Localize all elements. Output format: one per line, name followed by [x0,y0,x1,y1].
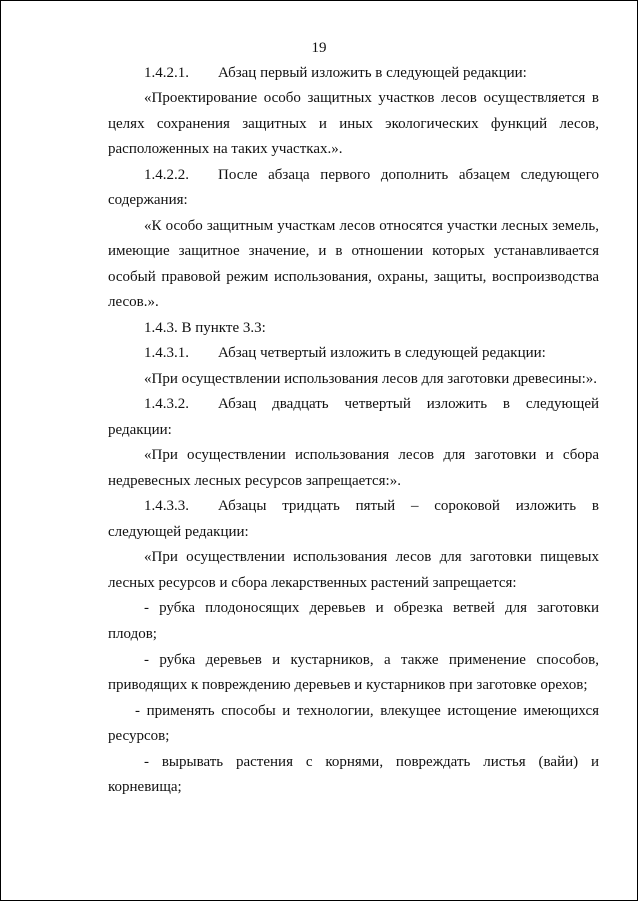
clause-text: Абзацы тридцать пятый – сороковой изложить в [218,498,599,514]
page-number: 19 [311,40,327,56]
clause-text: Абзац четвертый изложить в следующей редакции: [218,345,546,361]
paragraph-line: расположенных на таких участках.». [108,141,343,157]
clause-number: 1.4.3.2. [144,396,189,412]
list-item-line: - вырывать растения с корнями, повреждать листья (вайи) и [144,754,599,770]
paragraph-line: «При осуществлении использования лесов для заготовки пищевых [144,549,599,565]
paragraph-line: редакции: [108,422,172,438]
clause-number: 1.4.2.1. [144,65,189,81]
clause-text: Абзац двадцать четвертый изложить в следующей [218,396,599,412]
clause-1-4-3-1 [144,344,599,363]
paragraph-line: «К особо защитным участкам лесов относятся участки лесных земель, [144,218,599,234]
list-item-line: - применять способы и технологии, влекущее истощение имеющихся [135,703,599,719]
clause-number: 1.4.3.1. [144,345,189,361]
paragraph-line: «При осуществлении использования лесов для заготовки древесины:». [144,371,597,387]
list-item-line: плодов; [108,626,157,642]
clause-1-4-2-1 [144,64,599,83]
paragraph-line: особый правовой режим использования, охраны, защиты, воспроизводства [108,269,599,285]
list-item-line: - рубка деревьев и кустарников, а также применение способов, [144,652,599,668]
paragraph-line: целях сохранения защитных и иных экологических функций лесов, [108,116,599,132]
list-item-line: приводящих к повреждению деревьев и кустарников при заготовке орехов; [108,677,588,693]
clause-1-4-2-2 [144,166,599,185]
paragraph-line: содержания: [108,192,188,208]
paragraph-line: недревесных лесных ресурсов запрещается:». [108,473,401,489]
clause-1-4-3-2 [144,395,599,414]
paragraph-line: имеющие защитное значение, и в отношении которых устанавливается [108,243,599,259]
list-item-line: - рубка плодоносящих деревьев и обрезка ветвей для заготовки [144,600,599,616]
clause-text: После абзаца первого дополнить абзацем следующего [218,167,599,183]
clause-number: 1.4.2.2. [144,167,189,183]
list-item-line: ресурсов; [108,728,170,744]
clause-1-4-3-3 [144,497,599,516]
clause-1-4-3: 1.4.3. В пункте 3.3: [144,320,266,336]
paragraph-line: лесных ресурсов и сбора лекарственных растений запрещается: [108,575,517,591]
paragraph-line: «Проектирование особо защитных участков лесов осуществляется в [144,90,599,106]
paragraph-line: лесов.». [108,294,159,310]
list-item-line: корневища; [108,779,182,795]
clause-text: Абзац первый изложить в следующей редакции: [218,65,527,81]
paragraph-line: следующей редакции: [108,524,249,540]
paragraph-line: «При осуществлении использования лесов для заготовки и сбора [144,447,599,463]
clause-number: 1.4.3.3. [144,498,189,514]
